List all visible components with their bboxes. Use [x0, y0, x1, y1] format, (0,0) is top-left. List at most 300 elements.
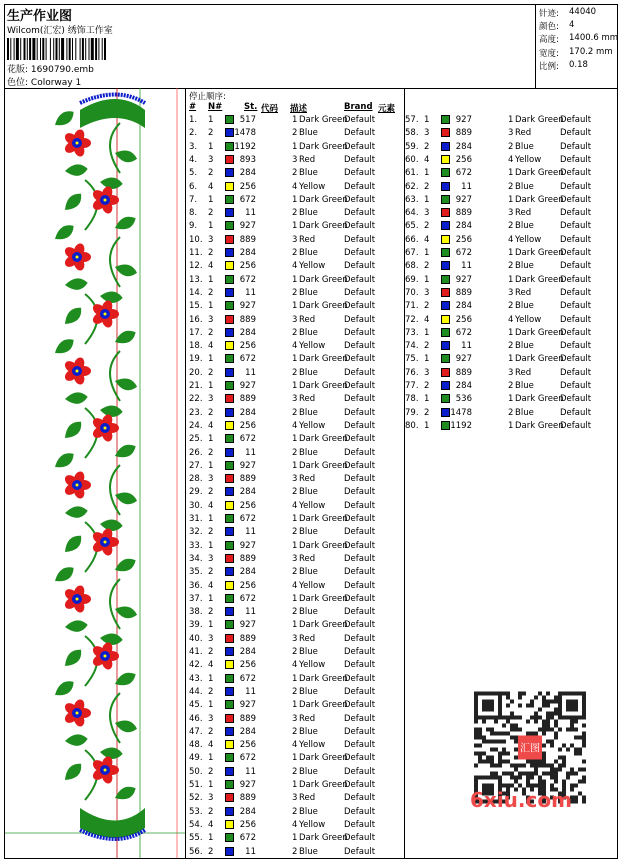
row-description: Dark Green: [515, 115, 564, 125]
row-code-index: 2: [508, 301, 514, 312]
colorway-line: [7, 75, 81, 88]
row-color-index: 4: [208, 341, 214, 352]
row-code-index: 1: [508, 274, 514, 285]
row-color-index: 2: [208, 168, 214, 179]
row-color-index: 1: [208, 460, 214, 471]
table-row: [405, 155, 615, 168]
table-row: [189, 700, 399, 713]
row-description: Dark Green: [299, 221, 348, 232]
colorway-value: Colorway 1: [30, 78, 82, 88]
row-code: 889: [239, 713, 256, 724]
row-description: Blue: [299, 287, 318, 298]
row-brand: Default: [344, 753, 376, 764]
row-brand: Default: [344, 208, 376, 219]
row-brand: Default: [344, 673, 376, 684]
row-color-swatch: [225, 248, 234, 257]
row-description: Blue: [299, 367, 318, 378]
row-description: Blue: [515, 261, 534, 272]
row-code-index: 3: [292, 553, 298, 564]
row-brand: Default: [344, 168, 376, 179]
row-number: 37.: [189, 593, 203, 604]
row-color-swatch: [441, 408, 450, 417]
row-color-swatch: [225, 793, 234, 802]
table-row: [189, 128, 399, 141]
row-code: 672: [239, 514, 256, 524]
row-number: 35.: [189, 567, 203, 578]
row-code-index: 2: [292, 407, 298, 418]
row-code: 256: [239, 341, 256, 352]
row-description: Dark Green: [515, 327, 564, 338]
row-number: 78.: [405, 394, 419, 405]
table-row: [189, 142, 399, 155]
row-code-index: 4: [292, 420, 298, 431]
row-code-index: 3: [292, 713, 298, 724]
row-code-index: 2: [508, 381, 514, 391]
row-color-index: 1: [424, 420, 430, 431]
row-number: 49.: [189, 753, 203, 764]
row-description: Dark Green: [299, 115, 348, 125]
row-number: 19.: [189, 354, 203, 365]
row-color-swatch: [225, 328, 234, 337]
row-code: 889: [239, 234, 256, 245]
row-code-index: 1: [508, 168, 514, 179]
vine-stem: [110, 351, 120, 401]
row-color-swatch: [225, 301, 234, 310]
table-row: [189, 780, 399, 793]
row-color-swatch: [441, 368, 450, 377]
row-code-index: 2: [508, 181, 514, 192]
row-color-index: 4: [208, 261, 214, 272]
design-file-line: [7, 62, 94, 75]
row-brand: Default: [344, 434, 376, 445]
row-brand: Default: [560, 128, 592, 139]
row-color-index: 1: [424, 115, 430, 125]
row-description: Red: [299, 314, 316, 325]
row-brand: Default: [344, 115, 376, 125]
table-row: [405, 408, 615, 421]
col-header-desc: 描述: [290, 104, 308, 114]
row-code-index: 3: [292, 474, 298, 485]
row-code-index: 3: [508, 128, 514, 139]
table-row: [189, 674, 399, 687]
row-brand: Default: [344, 713, 376, 724]
table-row: [189, 208, 399, 221]
row-code: 256: [239, 660, 256, 671]
row-brand: Default: [560, 301, 592, 312]
row-color-swatch: [225, 474, 234, 483]
table-row: [189, 408, 399, 421]
row-code: 284: [239, 726, 256, 737]
row-code: 889: [455, 208, 472, 219]
flower-dot: [104, 313, 107, 316]
row-code-index: 3: [292, 234, 298, 245]
row-description: Blue: [299, 407, 318, 418]
row-number: 11.: [189, 248, 203, 258]
row-brand: Default: [344, 234, 376, 245]
row-code: 889: [455, 287, 472, 298]
row-color-index: 3: [424, 128, 430, 139]
row-number: 5.: [189, 168, 198, 179]
row-code-index: 4: [508, 314, 514, 325]
row-color-index: 1: [208, 381, 214, 391]
row-color-swatch: [225, 448, 234, 457]
row-code: 536: [455, 394, 472, 405]
row-code-index: 1: [292, 540, 298, 551]
row-color-swatch: [441, 354, 450, 363]
row-color-index: 1: [208, 540, 214, 551]
vine-stem: [110, 465, 120, 515]
row-description: Blue: [515, 181, 534, 192]
row-code-index: 3: [508, 367, 514, 378]
row-color-index: 1: [424, 194, 430, 205]
table-row: [405, 328, 615, 341]
row-code: 284: [455, 301, 472, 312]
row-code-index: 2: [292, 607, 298, 618]
flower-dot: [76, 712, 79, 715]
row-code-index: 2: [292, 686, 298, 697]
row-color-swatch: [225, 607, 234, 616]
flower-dot: [104, 655, 107, 658]
row-color-index: 4: [424, 234, 430, 245]
row-color-swatch: [225, 594, 234, 603]
row-number: 10.: [189, 234, 203, 245]
row-description: Dark Green: [299, 381, 348, 391]
row-code-index: 1: [508, 327, 514, 338]
row-number: 79.: [405, 407, 419, 418]
design-file-label: 花版:: [7, 65, 29, 75]
row-number: 47.: [189, 726, 203, 737]
row-color-index: 2: [208, 527, 214, 538]
row-color-index: 3: [424, 208, 430, 219]
row-description: Blue: [299, 327, 318, 338]
row-color-swatch: [441, 261, 450, 270]
row-description: Yellow: [299, 660, 326, 671]
row-code: 284: [455, 381, 472, 391]
row-brand: Default: [344, 740, 376, 751]
table-row: [405, 288, 615, 301]
table-row: [189, 275, 399, 288]
row-number: 57.: [405, 115, 419, 125]
row-description: Blue: [515, 341, 534, 352]
row-color-index: 4: [208, 500, 214, 511]
flower-dot: [76, 370, 79, 373]
row-color-index: 2: [208, 487, 214, 498]
row-code: 927: [239, 540, 256, 551]
row-brand: Default: [344, 274, 376, 285]
vine-stem: [110, 579, 120, 629]
row-description: Blue: [515, 407, 534, 418]
row-color-swatch: [441, 128, 450, 137]
row-brand: Default: [344, 700, 376, 711]
row-code-index: 2: [292, 846, 298, 857]
table-row: [189, 155, 399, 168]
row-color-index: 3: [208, 394, 214, 405]
row-code-index: 2: [508, 141, 514, 152]
row-code-index: 1: [292, 301, 298, 312]
row-code-index: 3: [508, 208, 514, 219]
row-code-index: 1: [292, 381, 298, 391]
row-code: 672: [239, 593, 256, 604]
row-description: Blue: [515, 221, 534, 232]
row-code-index: 4: [508, 154, 514, 165]
row-description: Blue: [299, 447, 318, 458]
row-color-swatch: [225, 315, 234, 324]
row-description: Red: [515, 367, 532, 378]
row-color-swatch: [225, 700, 234, 709]
flower-dot: [76, 598, 79, 601]
row-description: Red: [299, 234, 316, 245]
row-number: 70.: [405, 287, 419, 298]
row-code: 672: [455, 168, 472, 179]
row-code-index: 3: [292, 154, 298, 165]
vine-stem: [110, 237, 120, 287]
row-color-swatch: [225, 634, 234, 643]
row-code: 1478: [450, 407, 472, 418]
row-description: Red: [515, 208, 532, 219]
row-number: 46.: [189, 713, 203, 724]
row-color-swatch: [225, 820, 234, 829]
row-color-index: 2: [424, 261, 430, 272]
row-code: 889: [239, 633, 256, 644]
leaf: [61, 533, 86, 554]
row-color-index: 4: [208, 740, 214, 751]
leaf: [52, 565, 77, 584]
row-brand: Default: [344, 593, 376, 604]
row-description: Blue: [299, 686, 318, 697]
row-number: 30.: [189, 500, 203, 511]
table-row: [189, 381, 399, 394]
row-number: 34.: [189, 553, 203, 564]
row-number: 63.: [405, 194, 419, 205]
row-code-index: 1: [292, 780, 298, 790]
row-code-index: 4: [292, 500, 298, 511]
table-row: [189, 594, 399, 607]
row-color-index: 2: [208, 726, 214, 737]
row-code: 11: [245, 846, 256, 857]
row-number: 58.: [405, 128, 419, 139]
row-color-swatch: [225, 714, 234, 723]
row-description: Red: [515, 128, 532, 139]
row-code: 672: [455, 248, 472, 258]
row-code: 256: [455, 314, 472, 325]
row-code: 256: [239, 580, 256, 591]
row-color-swatch: [225, 421, 234, 430]
col-header-brand: Brand: [344, 102, 373, 112]
row-code: 517: [239, 115, 256, 125]
table-row: [189, 647, 399, 660]
row-description: Dark Green: [299, 354, 348, 365]
row-brand: Default: [344, 287, 376, 298]
row-code-index: 4: [292, 660, 298, 671]
row-code-index: 3: [292, 633, 298, 644]
row-code-index: 2: [292, 248, 298, 258]
row-brand: Default: [344, 633, 376, 644]
row-brand: Default: [344, 514, 376, 524]
row-description: Blue: [515, 301, 534, 312]
table-row: [189, 554, 399, 567]
row-color-index: 2: [208, 287, 214, 298]
row-brand: Default: [344, 487, 376, 498]
row-color-swatch: [225, 847, 234, 856]
row-color-swatch: [441, 168, 450, 177]
table-row: [405, 394, 615, 407]
row-color-swatch: [225, 394, 234, 403]
row-color-index: 1: [424, 274, 430, 285]
row-number: 28.: [189, 474, 203, 485]
row-number: 29.: [189, 487, 203, 498]
row-number: 17.: [189, 327, 203, 338]
row-color-swatch: [225, 288, 234, 297]
row-code: 11: [461, 341, 472, 352]
row-description: Red: [299, 713, 316, 724]
row-color-index: 1: [424, 168, 430, 179]
table-row: [189, 487, 399, 500]
row-color-index: 2: [424, 141, 430, 152]
watermark: 6xiu.com: [470, 788, 572, 812]
row-description: Blue: [299, 487, 318, 498]
row-color-index: 2: [424, 301, 430, 312]
row-code-index: 1: [508, 248, 514, 258]
row-number: 12.: [189, 261, 203, 272]
row-color-index: 1: [208, 301, 214, 312]
info-stitches: 针迹: 44040: [539, 7, 597, 19]
row-color-swatch: [225, 115, 234, 124]
row-brand: Default: [560, 420, 592, 431]
flower-dot: [104, 541, 107, 544]
row-code: 284: [239, 407, 256, 418]
row-description: Dark Green: [515, 274, 564, 285]
row-brand: Default: [344, 314, 376, 325]
row-code-index: 1: [292, 115, 298, 125]
row-code: 672: [239, 194, 256, 205]
row-number: 1.: [189, 115, 198, 125]
row-brand: Default: [344, 686, 376, 697]
row-code-index: 1: [508, 194, 514, 205]
row-description: Red: [299, 154, 316, 165]
row-code: 927: [455, 194, 472, 205]
row-code: 284: [239, 248, 256, 258]
row-brand: Default: [560, 168, 592, 179]
row-code-index: 2: [292, 367, 298, 378]
row-color-index: 2: [424, 221, 430, 232]
table-row: [405, 301, 615, 314]
row-color-index: 1: [208, 700, 214, 711]
table-row: [189, 421, 399, 434]
row-number: 60.: [405, 154, 419, 165]
row-description: Red: [299, 394, 316, 405]
row-code-index: 1: [292, 194, 298, 205]
row-code-index: 1: [292, 593, 298, 604]
row-code-index: 2: [292, 766, 298, 777]
row-code: 889: [239, 394, 256, 405]
table-row: [405, 421, 615, 434]
row-color-swatch: [441, 328, 450, 337]
row-brand: Default: [560, 248, 592, 258]
row-code-index: 2: [292, 487, 298, 498]
table-row: [405, 208, 615, 221]
row-color-index: 2: [208, 447, 214, 458]
table-row: [189, 115, 399, 128]
row-color-swatch: [225, 142, 234, 151]
row-brand: Default: [560, 341, 592, 352]
table-row: [405, 368, 615, 381]
row-number: 20.: [189, 367, 203, 378]
row-code: 284: [239, 567, 256, 578]
row-number: 55.: [189, 833, 203, 844]
row-color-index: 1: [208, 780, 214, 790]
table-row: [189, 514, 399, 527]
row-code: 11: [245, 287, 256, 298]
row-number: 45.: [189, 700, 203, 711]
design-divider: [185, 88, 186, 859]
row-description: Red: [299, 633, 316, 644]
table-row: [189, 168, 399, 181]
row-color-index: 1: [424, 327, 430, 338]
row-code-index: 1: [292, 514, 298, 524]
row-brand: Default: [344, 327, 376, 338]
row-color-swatch: [225, 434, 234, 443]
table-row: [189, 620, 399, 633]
table-row: [189, 461, 399, 474]
row-description: Yellow: [299, 500, 326, 511]
row-color-index: 2: [208, 647, 214, 657]
row-description: Blue: [299, 248, 318, 258]
row-color-index: 2: [208, 607, 214, 618]
row-number: 23.: [189, 407, 203, 418]
row-brand: Default: [344, 447, 376, 458]
row-code: 256: [239, 181, 256, 192]
row-color-swatch: [441, 248, 450, 257]
row-code-index: 4: [292, 341, 298, 352]
col-header-num: #: [189, 102, 197, 112]
row-code: 11: [461, 261, 472, 272]
row-code-index: 1: [292, 700, 298, 711]
row-color-index: 1: [208, 620, 214, 631]
row-code-index: 1: [292, 460, 298, 471]
row-number: 38.: [189, 607, 203, 618]
row-description: Red: [299, 474, 316, 485]
row-color-swatch: [441, 155, 450, 164]
row-code: 284: [239, 327, 256, 338]
table-row: [189, 581, 399, 594]
page-title: 生产作业图: [7, 9, 73, 24]
row-color-swatch: [441, 315, 450, 324]
row-code-index: 1: [292, 141, 298, 152]
row-brand: Default: [344, 620, 376, 631]
row-code: 11: [245, 527, 256, 538]
row-color-swatch: [225, 660, 234, 669]
table-row: [189, 182, 399, 195]
leaf: [52, 679, 77, 698]
row-color-swatch: [225, 780, 234, 789]
info-width: 宽度: 170.2 mm: [539, 47, 613, 59]
row-number: 15.: [189, 301, 203, 312]
leaf: [61, 305, 86, 326]
table-row: [189, 767, 399, 780]
row-color-index: 3: [208, 553, 214, 564]
row-description: Dark Green: [299, 753, 348, 764]
row-code-index: 2: [292, 527, 298, 538]
row-code: 256: [239, 500, 256, 511]
leaf: [64, 162, 88, 177]
table-row: [189, 634, 399, 647]
row-number: 2.: [189, 128, 198, 139]
row-number: 33.: [189, 540, 203, 551]
leaf: [61, 647, 86, 668]
row-description: Blue: [515, 141, 534, 152]
table-row: [189, 248, 399, 261]
row-brand: Default: [560, 274, 592, 285]
